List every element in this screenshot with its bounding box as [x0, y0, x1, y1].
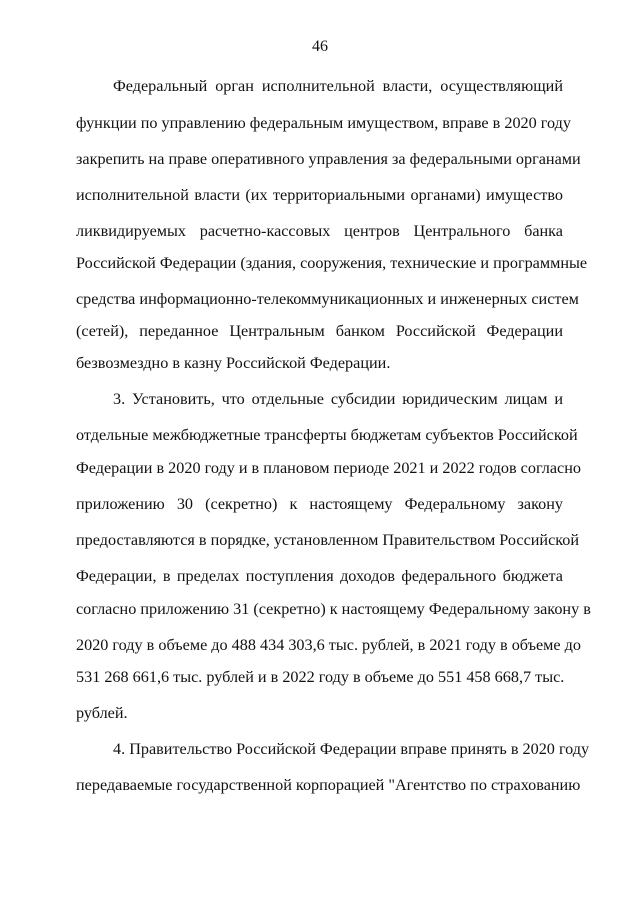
text-line: 4. Правительство Российской Федерации вправе принять в 2020 году	[113, 740, 590, 758]
text-line: передаваемые государственной корпорацией "Агентство по страхованию	[76, 776, 581, 794]
text-line: Российской Федерации (здания, сооружения, технические и программные	[76, 254, 588, 272]
text-line: 2020 году в объеме до 488 434 303,6 тыс. рублей, в 2021 году в объеме до	[76, 636, 581, 654]
text-line: предоставляются в порядке, установленном Правительством Российской	[76, 531, 580, 549]
text-line: безвозмездно в казну Российской Федерации.	[76, 354, 391, 372]
text-line: согласно приложению 31 (секретно) к настоящему Федеральному закону в	[76, 600, 591, 618]
text-line: средства информационно-телекоммуникационных и инженерных систем	[76, 290, 579, 308]
text-line: Федерации в 2020 году и в плановом периоде 2021 и 2022 годов согласно	[76, 459, 581, 477]
text-line: Федерации, в пределах поступления доходов федерального бюджета	[76, 567, 563, 585]
text-line: функции по управлению федеральным имуществом, вправе в 2020 году	[76, 114, 571, 132]
page-number: 46	[312, 38, 328, 55]
text-line: исполнительной власти (их территориальными органами) имущество	[76, 186, 563, 204]
text-line: рублей.	[76, 704, 128, 722]
text-line: закрепить на праве оперативного управления за федеральными органами	[76, 150, 581, 168]
text-line: 531 268 661,6 тыс. рублей и в 2022 году в объеме до 551 458 668,7 тыс.	[76, 668, 565, 686]
text-line: (сетей), переданное Центральным банком Российской Федерации	[76, 322, 563, 340]
text-line: отдельные межбюджетные трансферты бюджетам субъектов Российской	[76, 426, 578, 444]
text-line: Федеральный орган исполнительной власти, осуществляющий	[113, 77, 563, 95]
text-line: ликвидируемых расчетно-кассовых центров Центрального банка	[76, 222, 563, 240]
text-line: приложению 30 (секретно) к настоящему Федеральному закону	[76, 495, 563, 513]
text-line: 3. Установить, что отдельные субсидии юридическим лицам и	[113, 390, 563, 408]
